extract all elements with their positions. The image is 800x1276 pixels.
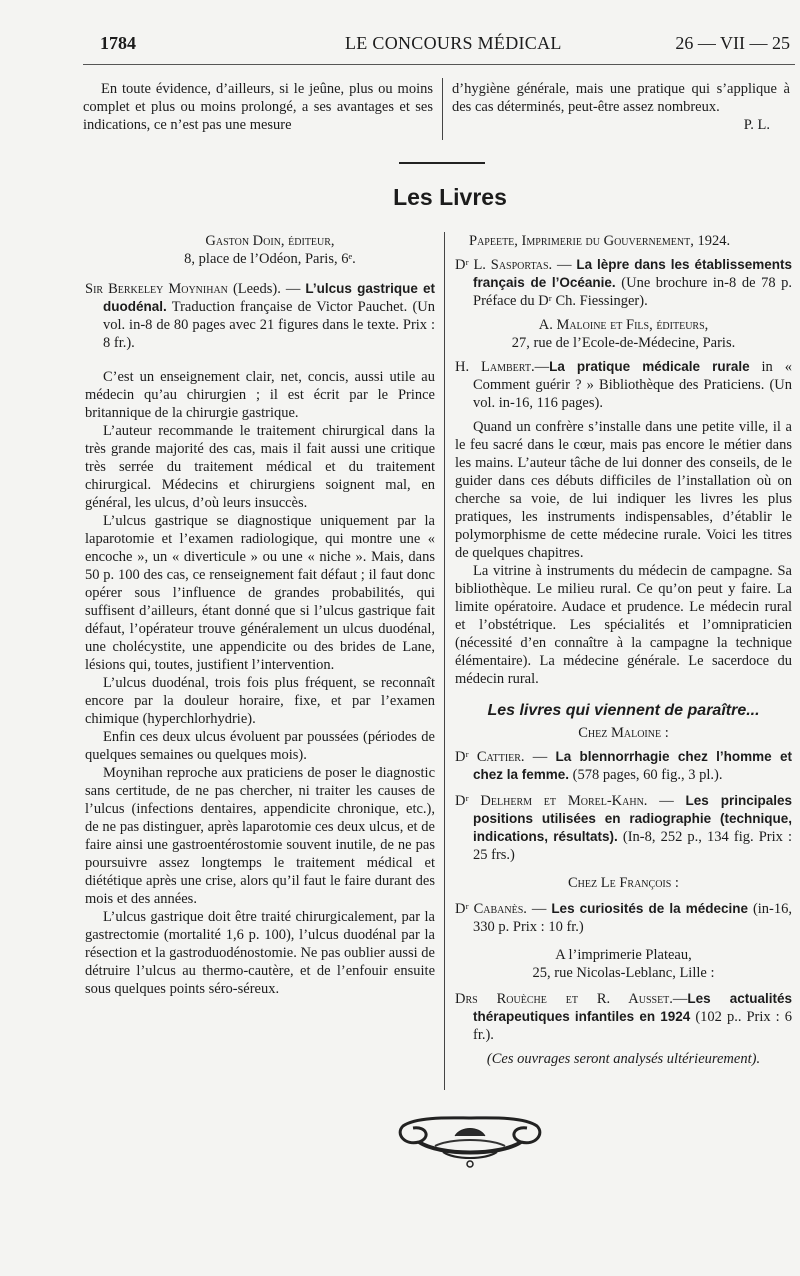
page-number: 1784: [100, 33, 136, 53]
review-paragraph: La vitrine à instruments du médecin de campagne. Sa bibliothèque. Le milieu rural. Ce qu’on peut y faire. La limite opératoire. Audace et prudence. Le médecin rural et l’obstétrique. Les spécialités et l’omnipraticien (nécessité d’en connaître à la campagne la technique élémentaire). La médecine générale. Le sacerdoce du médecin rural.: [455, 563, 792, 687]
review-paragraph: Enfin ces deux ulcus évoluent par poussées (périodes de quelques semaines ou quelques mois).: [85, 729, 435, 763]
review-paragraph: L’ulcus duodénal, trois fois plus fréquent, se reconnaît encore par la douleur horaire, fixe, et par l’examen chimique (hyperchlorhydrie).: [85, 675, 435, 727]
publisher-address: 27, rue de l’Ecole-de-Médecine, Paris.: [511, 335, 736, 351]
column-divider: [444, 232, 445, 1090]
review-paragraph: L’ulcus gastrique se diagnostique uniquement par la laparotomie et l’examen radiologique, qui montre une « encoche », un « diverticule » ou une « niche ». Mais, dans 50 p. 100 des cas, ce renseignement fait défaut ; il faut donc opérer sous l’influence de grandes probabilités, qui suffisent d’ailleurs, étant donné que si l’ulcus gastrique fait défaut, l’opérateur trouve généralement un ulcus duodénal, une cholécystite, une appendicite ou des brides de Lane, lésions qui, toutes, justifient l’intervention.: [85, 513, 435, 673]
book-author: Drs Rouèche et R. Ausset.: [455, 991, 673, 1007]
book-title: L’ulcus gastrique et duodénal.: [103, 281, 435, 314]
header-rule: [83, 64, 795, 65]
book-title: Les actualités thérapeutiques infantiles en 1924: [473, 991, 792, 1024]
printer-heading: A l’imprimerie Plateau,: [555, 947, 692, 963]
new-book-entry: Dʳ Delherm et Morel-Kahn. — Les principales positions utilisées en radiographie (technique, indications, résultats). (In-8, 252 p., 134 fig. Prix : 25 frs.): [455, 793, 793, 863]
book-author: H. Lambert.: [455, 359, 535, 375]
publisher-heading: Chez Maloine :: [578, 725, 669, 741]
book-title: La lèpre dans les établissements français de l’Océanie.: [473, 257, 792, 290]
book-title: Les curiosités de la médecine: [551, 901, 748, 916]
new-book-entry: Dʳ Cabanès. — Les curiosités de la médecine (in-16, 330 p. Prix : 10 fr.): [455, 901, 793, 935]
book-author: Dʳ Delherm et Morel-Kahn.: [455, 793, 648, 809]
book-reference: H. Lambert.—La pratique médicale rurale in « Comment guérir ? » Bibliothèque des Praticiens. (Un vol. in-16, 116 pages).: [455, 359, 792, 411]
decorative-ornament: [395, 1112, 545, 1170]
title-rule: [399, 162, 485, 164]
top-left-paragraph: En toute évidence, d’ailleurs, si le jeûne, plus ou moins complet et plus ou moins prolongé, a ses avantages et ses indications, ce n’est pas une mesure: [83, 81, 433, 133]
book-title: Les principales positions utilisées en radiographie (technique, indications, résultats).: [473, 793, 792, 844]
book-author: Dʳ L. Sasportas.: [455, 257, 553, 273]
top-right-paragraph: d’hygiène générale, mais une pratique qui s’applique à des cas déterminés, peut-être assez nombreux.: [452, 81, 790, 115]
book-author: Dʳ Cattier.: [455, 749, 525, 765]
author-signature: P. L.: [743, 117, 770, 133]
book-title: La blennorrhagie chez l’homme et chez la femme.: [473, 749, 793, 782]
publisher-name: Gaston Doin, éditeur,: [205, 233, 335, 249]
printer-address: 25, rue Nicolas-Leblanc, Lille :: [532, 965, 715, 981]
book-title: La pratique médicale rurale: [549, 359, 750, 374]
issue-date: 26 — VII — 25: [675, 33, 790, 53]
book-reference: Dʳ L. Sasportas. — La lèpre dans les établissements français de l’Océanie. (Une brochure in-8 de 78 p. Préface du Dʳ Ch. Fiessinger).: [455, 257, 792, 309]
journal-title: LE CONCOURS MÉDICAL: [345, 33, 562, 53]
top-right-column: [452, 80, 790, 134]
new-book-entry: Drs Rouèche et R. Ausset.—Les actualités thérapeutiques infantiles en 1924 (102 p.. Prix : 6 fr.).: [455, 991, 792, 1043]
review-paragraph: Quand un confrère s’installe dans une petite ville, il a le feu sacré dans le cœur, mais pas encore le métier dans les mains. L’auteur tâche de lui donner des conseils, de le guider dans ces débuts difficiles de l’installation où on cherche sa voie, de lui indiquer les livres les plus pratiques, les instruments indispensables, d’établir le polymorphisme de cette médecine rurale. Voici les titres de quelques chapitres.: [455, 419, 792, 561]
new-books-heading: Les livres qui viennent de paraître...: [487, 702, 760, 719]
book-reference: Sir Berkeley Moynihan (Leeds). — L’ulcus gastrique et duodénal. Traduction française de Victor Pauchet. (Un vol. in-8 de 80 pages avec 21 figures dans le texte. Prix : 8 fr.).: [85, 281, 435, 351]
book-author: Sir Berkeley Moynihan: [85, 281, 228, 297]
section-title: Les Livres: [393, 184, 507, 210]
review-paragraph: L’auteur recommande le traitement chirurgical dans la très grande majorité des cas, mais il fait aussi une critique très serrée du traitement médical et du traitement chirurgical. Médecins et chirurgiens soignent mal, en général, les ulcus, d’où leurs insuccès.: [85, 423, 435, 511]
review-paragraph: C’est un enseignement clair, net, concis, aussi utile au médecin qu’au chirurgien ; il est écrit par le Prince britannique de la chirurgie gastrique.: [85, 369, 435, 421]
top-column-divider: [442, 78, 443, 140]
right-column: [455, 232, 792, 1068]
review-paragraph: Moynihan reproche aux praticiens de poser le diagnostic sans certitude, de ne pas chercher, ni traiter les causes de l’ulcus (infections dentaires, appendicite chronique, etc.), de ne pas distinguer, après laparotomie ces deux ulcus, et de faire ainsi une gastroentérostomie souvent inutile, de ne pas poursuivre assez longtemps le traitement médical et diététique après une crise, alors qu’il faut le faire durant des mois et des années.: [85, 765, 435, 907]
book-author: Dʳ Cabanès.: [455, 901, 527, 917]
left-column: [85, 232, 435, 998]
publisher-name: A. Maloine et Fils, éditeurs,: [538, 317, 709, 333]
review-paragraph: L’ulcus gastrique doit être traité chirurgicalement, par la gastrectomie (mortalité 1,6 p. 100), l’ulcus duodénal par la résection et la gastroduodénostomie. Ne pas oublier aussi de détruire l’ulcus au thermo-cautère, et de l’enfouir ensuite sous quelques points séro-séreux.: [85, 909, 435, 997]
new-book-entry: Dʳ Cattier. — La blennorrhagie chez l’homme et chez la femme. (578 pages, 60 fig., 3 pl.).: [455, 749, 793, 783]
top-left-column: [83, 80, 433, 134]
page-header: [100, 33, 790, 63]
publisher-address: 8, place de l’Odéon, Paris, 6ᵉ.: [184, 251, 356, 267]
closing-note: (Ces ouvrages seront analysés ultérieurement).: [486, 1051, 761, 1067]
publisher-heading: Chez Le François :: [568, 875, 679, 891]
papeete-imprint: Papeete, Imprimerie du Gouvernement, 1924.: [469, 233, 731, 249]
